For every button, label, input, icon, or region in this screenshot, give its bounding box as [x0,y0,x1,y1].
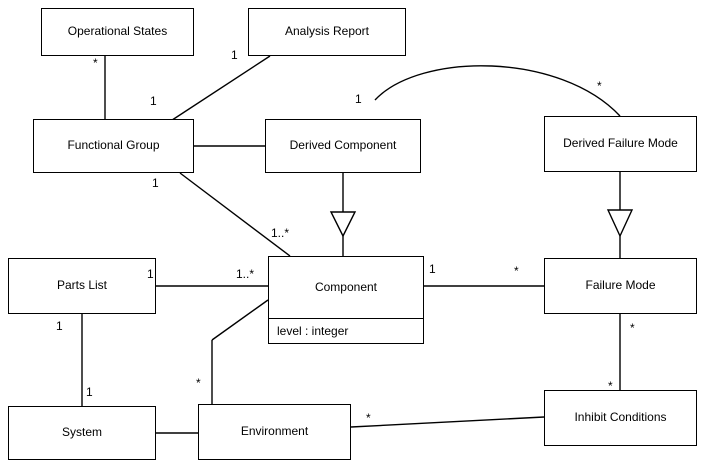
generalization-arrow-failure-mode [608,210,632,236]
class-node-operational-states[interactable] [41,8,194,56]
multiplicity-label: 1 [231,48,238,62]
class-node-failure-mode[interactable] [544,258,697,314]
multiplicity-label: 1 [152,176,159,190]
edge-functional-group-component [180,173,290,256]
edge-environment-inhibit-conditions [351,417,544,427]
class-node-system[interactable] [8,406,156,460]
class-node-derived-failure-mode[interactable] [544,116,697,172]
class-attribute-level: level : integer [269,318,423,343]
class-node-parts-list[interactable] [8,258,156,314]
class-title-inhibit-conditions: Inhibit Conditions [574,410,667,425]
multiplicity-label: 1 [86,385,93,399]
multiplicity-label: * [366,411,371,425]
multiplicity-label: * [196,376,201,390]
class-title-derived-component: Derived Component [289,138,397,153]
class-node-inhibit-conditions[interactable] [544,390,697,446]
class-node-environment[interactable] [198,404,351,460]
multiplicity-label: * [608,379,613,393]
multiplicity-label: 1..* [271,226,290,240]
multiplicity-label: 1 [147,267,154,281]
multiplicity-label: * [93,56,98,70]
class-title-derived-failure-mode: Derived Failure Mode [563,136,678,151]
edge-analysis-report-functional-group [163,56,270,126]
edge-derived-component-derived-failure-mode [375,66,620,116]
class-node-functional-group[interactable] [33,119,194,173]
generalization-arrow-component [331,212,355,236]
class-title-parts-list: Parts List [56,278,107,293]
class-title-failure-mode: Failure Mode [585,278,656,293]
multiplicity-label: 1 [355,92,362,106]
class-title-functional-group: Functional Group [67,138,160,153]
class-node-component[interactable] [268,256,424,344]
multiplicity-label: * [597,79,602,93]
class-node-analysis-report[interactable] [248,8,406,56]
class-title-system: System [61,425,102,440]
multiplicity-label: 1 [150,94,157,108]
multiplicity-label: 1..* [236,267,255,281]
class-title-analysis-report: Analysis Report [284,24,370,39]
class-title-operational-states: Operational States [67,24,168,39]
multiplicity-label: 1 [429,262,436,276]
multiplicity-label: * [630,321,635,335]
class-node-derived-component[interactable] [265,119,421,173]
multiplicity-label: 1 [56,319,63,333]
multiplicity-label: * [514,264,519,278]
class-title-environment: Environment [240,424,309,439]
class-title-component: Component [314,279,378,294]
edge-component-environment [212,300,268,340]
